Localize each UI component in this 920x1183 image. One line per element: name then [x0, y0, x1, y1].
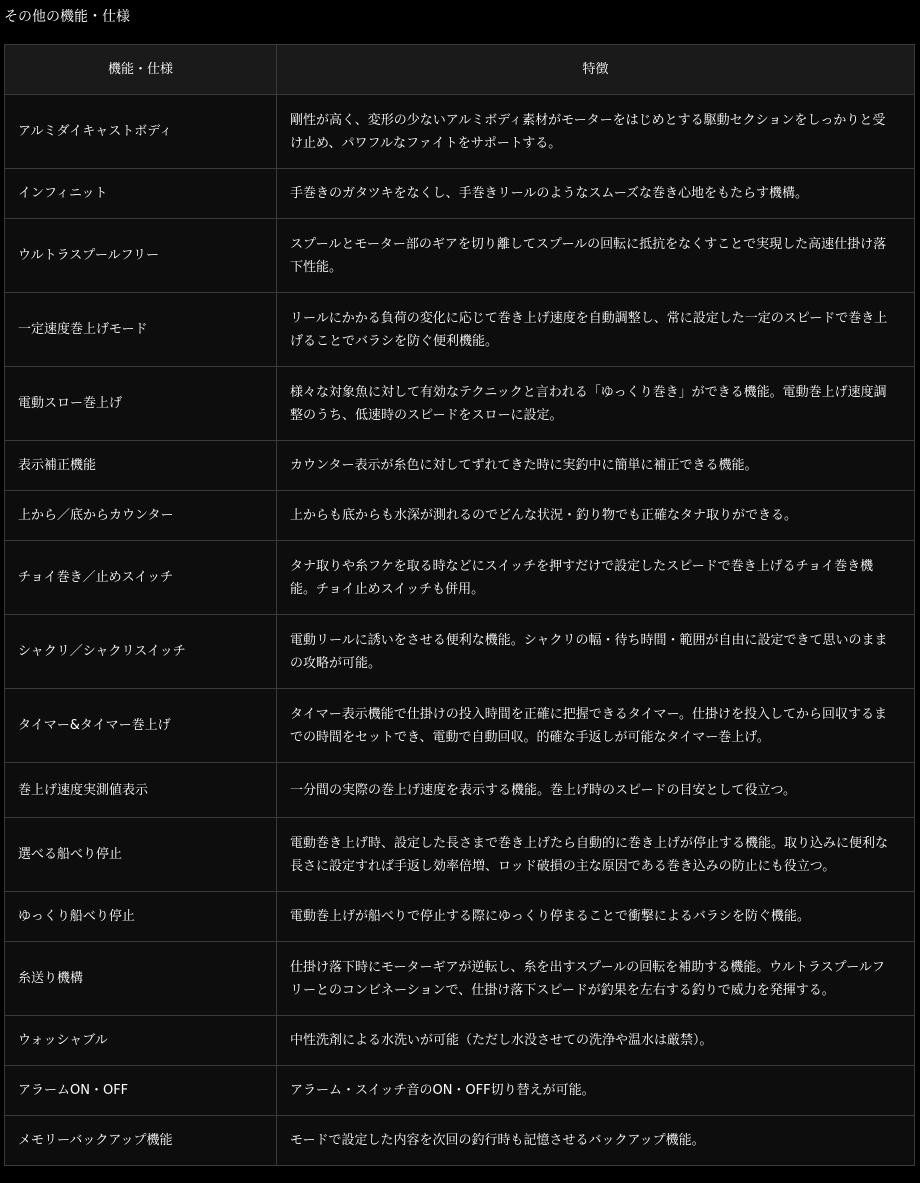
- table-row: [5, 491, 915, 541]
- description-cell: 一分間の実際の巻上げ速度を表示する機能。巻上げ時のスピードの目安として役立つ。: [277, 763, 915, 818]
- feature-cell: 糸送り機構: [5, 942, 277, 1016]
- feature-cell: 上から／底からカウンター: [5, 491, 277, 541]
- description-cell: 仕掛け落下時にモーターギアが逆転し、糸を出すスプールの回転を補助する機能。ウルトラスプールフリーとのコンビネーションで、仕掛け落下スピードが釣果を左右する釣りで威力を発揮する。: [277, 942, 915, 1016]
- feature-cell: アルミダイキャストボディ: [5, 95, 277, 169]
- description-cell: 中性洗剤による水洗いが可能（ただし水没させての洗浄や温水は厳禁）。: [277, 1016, 915, 1066]
- header-description: 特徴: [277, 45, 915, 95]
- description-cell: スプールとモーター部のギアを切り離してスプールの回転に抵抗をなくすことで実現した高速仕掛け落下性能。: [277, 219, 915, 293]
- table-row: [5, 219, 915, 293]
- description-cell: タナ取りや糸フケを取る時などにスイッチを押すだけで設定したスピードで巻き上げるチョイ巻き機能。チョイ止めスイッチも併用。: [277, 541, 915, 615]
- table-row: [5, 169, 915, 219]
- description-cell: 上からも底からも水深が測れるのでどんな状況・釣り物でも正確なタナ取りができる。: [277, 491, 915, 541]
- description-cell: アラーム・スイッチ音のON・OFF切り替えが可能。: [277, 1066, 915, 1116]
- feature-cell: ウォッシャブル: [5, 1016, 277, 1066]
- feature-cell: 電動スロー巻上げ: [5, 367, 277, 441]
- description-cell: リールにかかる負荷の変化に応じて巻き上げ速度を自動調整し、常に設定した一定のスピードで巻き上げることでバラシを防ぐ便利機能。: [277, 293, 915, 367]
- table-row: [5, 95, 915, 169]
- description-cell: 電動巻き上げ時、設定した長さまで巻き上げたら自動的に巻き上げが停止する機能。取り込みに便利な長さに設定すれば手返し効率倍増、ロッド破損の主な原因である巻き込みの防止にも役立つ。: [277, 818, 915, 892]
- description-cell: 電動リールに誘いをさせる便利な機能。シャクリの幅・待ち時間・範囲が自由に設定できて思いのままの攻略が可能。: [277, 615, 915, 689]
- table-row: [5, 942, 915, 1016]
- feature-cell: 一定速度巻上げモード: [5, 293, 277, 367]
- table-row: [5, 441, 915, 491]
- table-row: [5, 763, 915, 818]
- description-cell: 手巻きのガタツキをなくし、手巻きリールのようなスムーズな巻き心地をもたらす機構。: [277, 169, 915, 219]
- description-cell: 電動巻上げが船べりで停止する際にゆっくり停まることで衝撃によるバラシを防ぐ機能。: [277, 892, 915, 942]
- description-cell: タイマー表示機能で仕掛けの投入時間を正確に把握できるタイマー。仕掛けを投入してから回収するまでの時間をセットでき、電動で自動回収。的確な手返しが可能なタイマー巻上げ。: [277, 689, 915, 763]
- description-cell: 剛性が高く、変形の少ないアルミボディ素材がモーターをはじめとする駆動セクションをしっかりと受け止め、パワフルなファイトをサポートする。: [277, 95, 915, 169]
- table-row: [5, 1116, 915, 1166]
- spec-table: [4, 44, 915, 1166]
- feature-cell: ウルトラスプールフリー: [5, 219, 277, 293]
- feature-cell: 選べる船べり停止: [5, 818, 277, 892]
- table-row: [5, 367, 915, 441]
- description-cell: モードで設定した内容を次回の釣行時も記憶させるバックアップ機能。: [277, 1116, 915, 1166]
- table-row: [5, 892, 915, 942]
- feature-cell: チョイ巻き／止めスイッチ: [5, 541, 277, 615]
- table-row: [5, 293, 915, 367]
- table-row: [5, 689, 915, 763]
- feature-cell: シャクリ／シャクリスイッチ: [5, 615, 277, 689]
- table-row: [5, 818, 915, 892]
- table-row: [5, 615, 915, 689]
- header-feature: 機能・仕様: [5, 45, 277, 95]
- feature-cell: メモリーバックアップ機能: [5, 1116, 277, 1166]
- feature-cell: ゆっくり船べり停止: [5, 892, 277, 942]
- section-title: その他の機能・仕様: [4, 9, 130, 25]
- feature-cell: 巻上げ速度実測値表示: [5, 763, 277, 818]
- description-cell: 様々な対象魚に対して有効なテクニックと言われる「ゆっくり巻き」ができる機能。電動巻上げ速度調整のうち、低速時のスピードをスローに設定。: [277, 367, 915, 441]
- feature-cell: アラームON・OFF: [5, 1066, 277, 1116]
- table-header-row: [5, 45, 915, 95]
- table-row: [5, 541, 915, 615]
- table-row: [5, 1066, 915, 1116]
- table-row: [5, 1016, 915, 1066]
- feature-cell: タイマー&タイマー巻上げ: [5, 689, 277, 763]
- description-cell: カウンター表示が糸色に対してずれてきた時に実釣中に簡単に補正できる機能。: [277, 441, 915, 491]
- feature-cell: インフィニット: [5, 169, 277, 219]
- feature-cell: 表示補正機能: [5, 441, 277, 491]
